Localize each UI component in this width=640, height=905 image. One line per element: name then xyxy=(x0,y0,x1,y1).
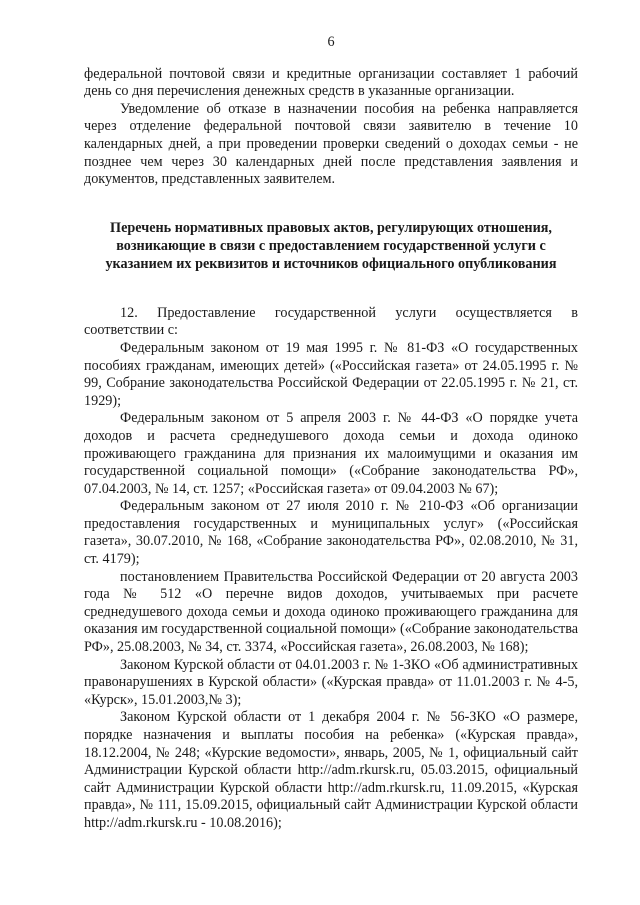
paragraph-12-intro: 12. Предоставление государственной услуги осуществляется в соответствии с: xyxy=(84,304,578,339)
paragraph-law-1zko: Законом Курской области от 04.01.2003 г. № 1-ЗКО «Об административных правонарушениях в Курской области» («Курская правда» от 11.01.2003 г. № 4-5, «Курск», 15.01.2003,№ 3); xyxy=(84,656,578,708)
paragraph-law-44fz: Федеральным законом от 5 апреля 2003 г. № 44-ФЗ «О порядке учета доходов и расчета среднедушевого дохода семьи и дохода одиноко проживающего гражданина для признания их малоимущими и оказания им государственной социальной помощи» («Собрание законодательства РФ», 07.04.2003, № 14, ст. 1257; «Российская газета» от 09.04.2003 № 67); xyxy=(84,410,578,497)
paragraph-law-210fz: Федеральным законом от 27 июля 2010 г. № 210-ФЗ «Об организации предоставления государственных и муниципальных услуг» («Российская газета», 30.07.2010, № 168, «Собрание законодательства РФ», 02.08.2010, № 31, ст. 4179); xyxy=(84,498,578,568)
section-heading: Перечень нормативных правовых актов, регулирующих отношения, возникающие в связи с предоставлением государственной услуги с указанием их реквизитов и источников официального опубликования xyxy=(105,219,557,272)
paragraph-resolution-512: постановлением Правительства Российской Федерации от 20 августа 2003 года № 512 «О перечне видов доходов, учитываемых при расчете среднедушевого дохода семьи и дохода одиноко проживающего гражданина для оказания им государственной социальной помощи» («Собрание законодательства РФ», 25.08.2003, № 34, ст. 3374, «Российская газета», 26.08.2003, № 168); xyxy=(84,568,578,656)
page-number: 6 xyxy=(327,34,335,50)
paragraph-top-2: Уведомление об отказе в назначении пособия на ребенка направляется через отделение федеральной почтовой связи заявителю в течение 10 календарных дней, а при проведении проверки сведений о доходах семьи - не позднее чем через 30 календарных дней после представления заявления и документов, представленных заявителем. xyxy=(84,100,578,188)
paragraph-law-56zko: Законом Курской области от 1 декабря 2004 г. № 56-ЗКО «О размере, порядке назначения и выплаты пособия на ребенка» («Курская правда», 18.12.2004, № 248; «Курские ведомости», январь, 2005, № 1, официальный сайт Администрации Курской области http://adm.rkursk.ru, 05.03.2015, официальный сайт Администрации Курской области http://adm.rkursk.ru, 11.09.2015, «Курская правда», № 111, 15.09.2015, официальный сайт Администрации Курской области http://adm.rkursk.ru - 10.08.2016); xyxy=(84,709,578,831)
paragraph-top-1: федеральной почтовой связи и кредитные организации составляет 1 рабочий день со дня перечисления денежных средств в указанные организации. xyxy=(84,65,578,100)
paragraph-law-81fz: Федеральным законом от 19 мая 1995 г. № 81-ФЗ «О государственных пособиях гражданам, имеющих детей» («Российская газета» от 24.05.1995 г. № 99, Собрание законодательства Российской Федерации от 22.05.1995 г. № 21, ст. 1929); xyxy=(84,339,578,409)
